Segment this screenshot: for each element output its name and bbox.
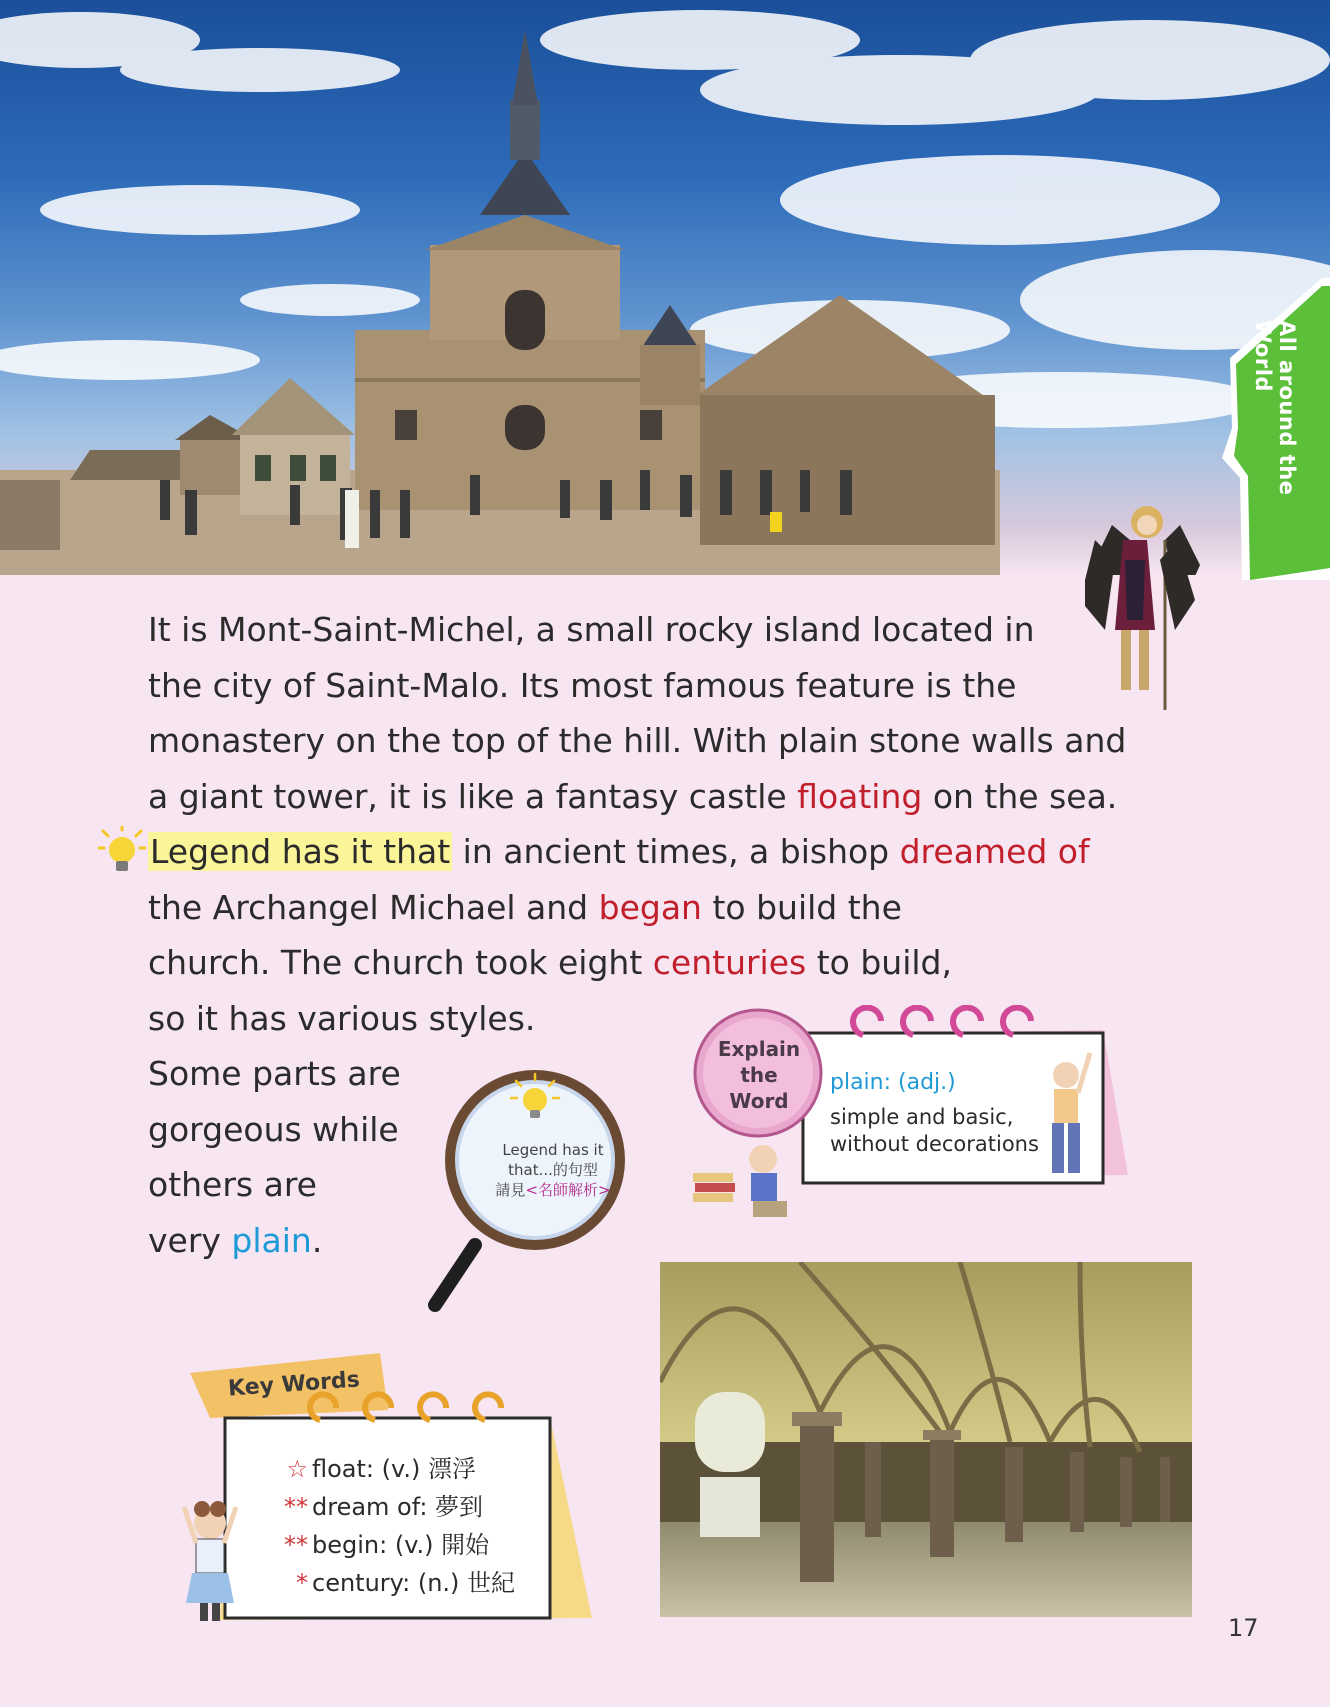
paragraph-line [148,769,1188,825]
keyword-highlight: began [598,887,702,927]
explain-the-word-title [698,1036,820,1114]
paragraph-text: others are [148,1165,317,1204]
paragraph-text: It is Mont-Saint-Michel, a small rocky island located in [148,610,1035,649]
key-word-item [262,1526,562,1564]
paragraph-text: very [148,1220,232,1260]
explain-title-line-2: the [740,1063,778,1087]
side-tab-label[interactable]: All around the World [1251,320,1299,496]
paragraph-text: so it has various styles. [148,998,536,1038]
key-word-item [262,1450,562,1488]
explained-word: plain [231,1220,312,1260]
keyword-highlight: dreamed of [899,832,1090,871]
paragraph-text: Some parts are [148,1054,401,1093]
page-number: 17 [1228,1614,1259,1642]
paragraph-text: to build the [701,887,902,927]
paragraph-line [148,658,1188,714]
magnifier-line-3-prefix: 請見 [495,1181,526,1199]
paragraph-line [148,713,1188,769]
paragraph-text: the Archangel Michael and [148,887,599,927]
light-bulb-icon [98,826,146,876]
key-word-text: float: (v.) 漂浮 [312,1455,476,1483]
key-word-stars: ** [284,1493,308,1521]
explain-title-line-3: Word [729,1089,789,1113]
paragraph-text: church. The church took eight [148,943,653,982]
key-word-text: begin: (v.) 開始 [312,1531,490,1559]
key-word-text: dream of: 夢到 [312,1493,484,1521]
paragraph-text: a giant tower, it is like a fantasy castle [148,776,798,816]
keyword-highlight: centuries [652,943,807,982]
paragraph-text: . [311,1220,323,1260]
key-word-item [262,1564,562,1602]
paragraph-text: to build, [806,943,952,982]
paragraph-line [148,602,1188,658]
monastery-hall-photo [660,1262,1192,1617]
magnifier-line-2: that...的句型 [508,1161,598,1179]
magnifier-tip-text [478,1140,628,1200]
paragraph-text: in ancient times, a bishop [452,832,900,871]
paragraph-line [148,824,1188,880]
paragraph-line [148,935,1188,991]
explain-definition [830,1104,1090,1158]
keyword-highlight: floating [797,776,923,816]
paragraph-text: monastery on the top of the hill. With plain stone walls and [148,721,1127,760]
explain-definition-line-2: without decorations [830,1132,1039,1156]
explain-term: plain: (adj.) [830,1070,956,1095]
explain-title-line-1: Explain [717,1037,801,1061]
paragraph-line [148,880,1188,936]
key-word-text: century: (n.) 世紀 [312,1569,516,1597]
magnifier-line-3 [478,1180,628,1200]
key-words-list [262,1450,562,1602]
paragraph-text: on the sea. [922,776,1118,816]
teacher-analysis-link[interactable]: <名師解析> [525,1181,611,1199]
explain-definition-line-1: simple and basic, [830,1105,1014,1129]
key-word-stars: * [296,1569,308,1597]
highlighted-phrase: Legend has it that [150,832,451,871]
key-word-item [262,1488,562,1526]
key-word-stars: ** [284,1531,308,1559]
paragraph-text: gorgeous while [148,1109,399,1149]
magnifier-line-1: Legend has it [502,1141,604,1159]
hero-photo-mont-saint-michel [0,0,1330,575]
key-word-stars: ☆ [286,1455,308,1483]
paragraph-text: the city of Saint-Malo. Its most famous feature is the [148,665,1017,705]
key-words-title: Key Words [227,1367,361,1402]
